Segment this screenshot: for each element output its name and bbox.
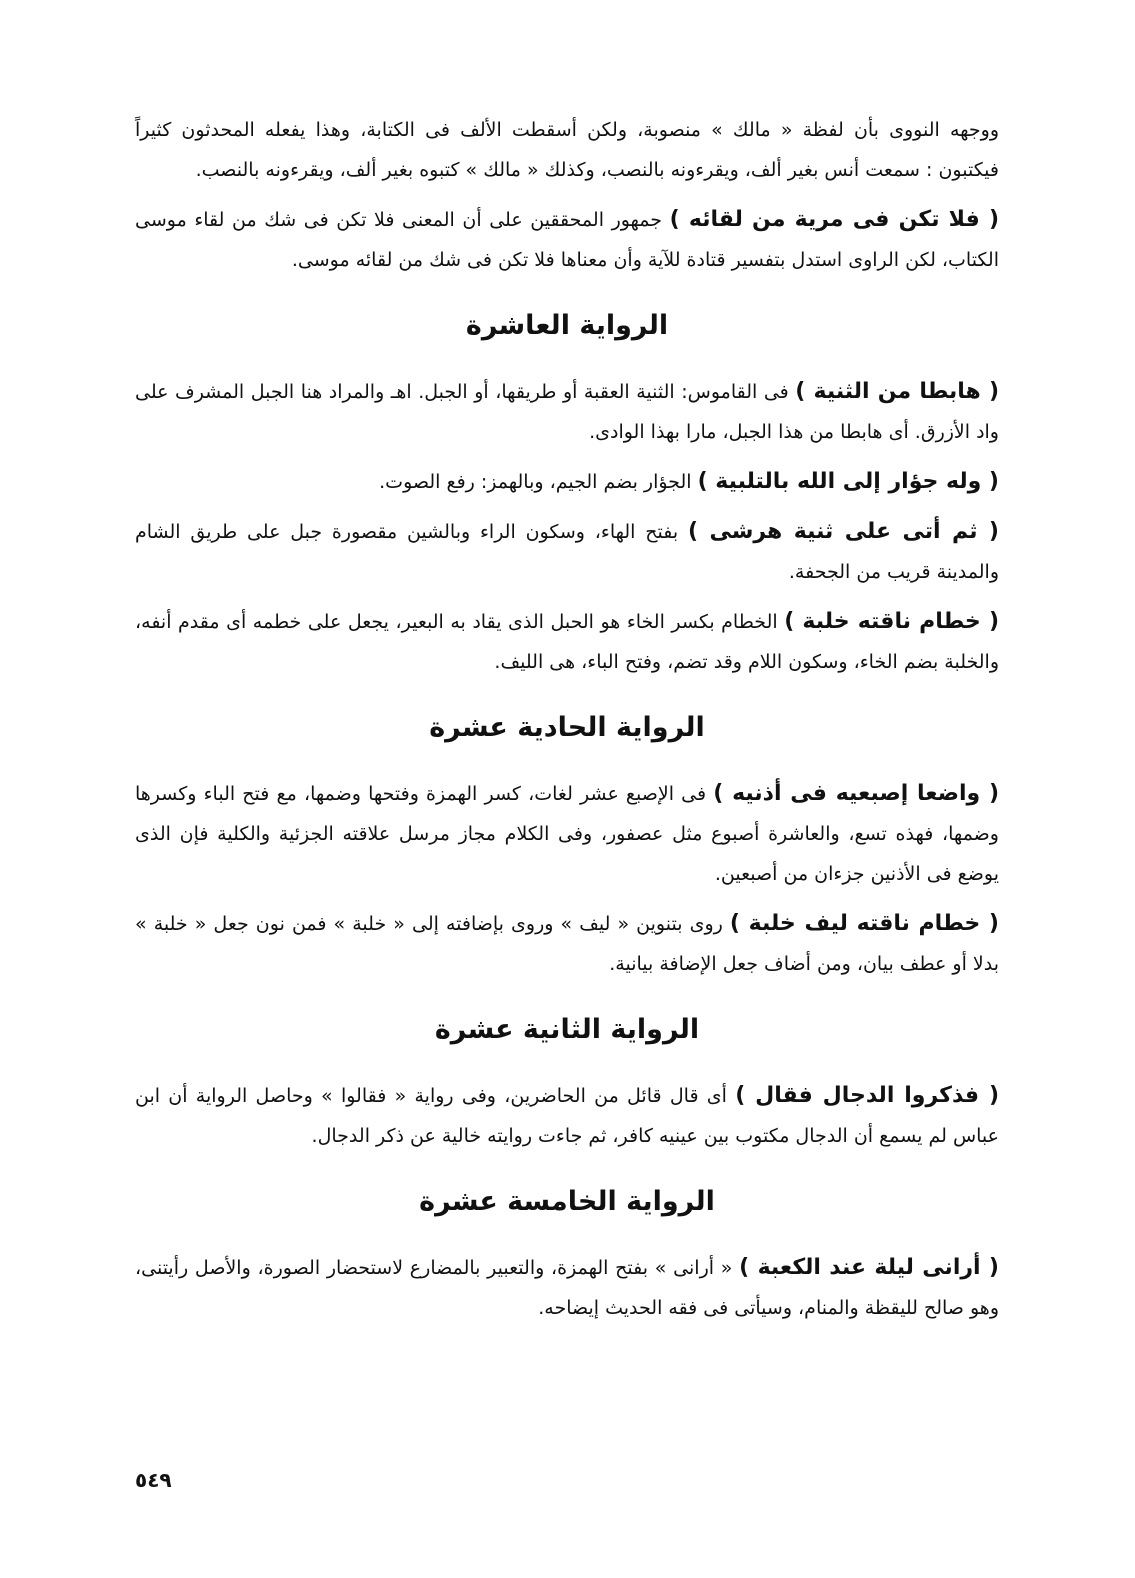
paragraph bbox=[135, 372, 999, 452]
paragraph-text: « أرانى » بفتح الهمزة، والتعبير بالمضارع لاستحضار الصورة، والأصل رأيتنى، وهو صالح لليقظة والمنام، وسيأتى فى فقه الحديث إيضاحه. bbox=[135, 1257, 999, 1319]
paragraph-text: جمهور المحققين على أن المعنى فلا تكن فى شك من لقاء موسى الكتاب، لكن الراوى استدل بتفسير قتادة للآية وأن معناها فلا تكن فى شك من لقائه موسى. bbox=[135, 209, 999, 271]
lemma: ( ثم أتى على ثنية هرشى ) bbox=[687, 519, 999, 544]
lemma: ( فلا تكن فى مرية من لقائه ) bbox=[669, 207, 1000, 232]
lemma: ( هابطا من الثنية ) bbox=[795, 379, 999, 404]
paragraph-text: الجؤار بضم الجيم، وبالهمز: رفع الصوت. bbox=[379, 471, 698, 493]
paragraph bbox=[135, 110, 999, 190]
paragraph bbox=[135, 462, 999, 502]
paragraph-text: روى بتنوين « ليف » وروى بإضافته إلى « خلبة » فمن نون جعل « خلبة » بدلا أو عطف بيان، ومن أضاف جعل الإضافة بيانية. bbox=[135, 913, 999, 975]
paragraph-text: فى الإصبع عشر لغات، كسر الهمزة وفتحها وضمها، مع فتح الباء وكسرها وضمها، فهذه تسع، والعاشرة أصبوع مثل عصفور، وفى الكلام مجاز مرسل علاقته الجزئية والكلية فإن الذى يوضع فى الأذنين جزءان من أصبعين. bbox=[135, 783, 999, 885]
lemma: ( فذكروا الدجال فقال ) bbox=[735, 1083, 1000, 1108]
paragraph-text: بفتح الهاء، وسكون الراء وبالشين مقصورة جبل على طريق الشام والمدينة قريب من الجحفة. bbox=[135, 521, 999, 583]
paragraph-text: ووجهه النووى بأن لفظة « مالك » منصوبة، ولكن أسقطت الألف فى الكتابة، وهذا يفعله المحدثون كثيراً فيكتبون : سمعت أنس بغير ألف، ويقرءونه بالنصب، وكذلك « مالك » كتبوه بغير ألف، ويقرءونه بالنصب. bbox=[135, 119, 999, 181]
lemma: ( خطام ناقته ليف خلبة ) bbox=[729, 911, 999, 936]
lemma: ( وله جؤار إلى الله بالتلبية ) bbox=[697, 469, 999, 494]
paragraph bbox=[135, 1248, 999, 1328]
lemma: ( خطام ناقته خلبة ) bbox=[784, 609, 999, 634]
paragraph-text: فى القاموس: الثنية العقبة أو طريقها، أو الجبل. اهـ والمراد هنا الجبل المشرف على واد الأزرق. أى هابطا من هذا الجبل، مارا بهذا الوادى. bbox=[135, 381, 999, 443]
paragraph bbox=[135, 512, 999, 592]
paragraph bbox=[135, 1076, 999, 1156]
page-number: ٥٤٩ bbox=[135, 1468, 172, 1492]
lemma: ( أرانى ليلة عند الكعبة ) bbox=[739, 1255, 999, 1280]
paragraph bbox=[135, 602, 999, 682]
page-body bbox=[135, 110, 999, 1328]
section-heading: الرواية العاشرة bbox=[465, 310, 669, 341]
lemma: ( واضعا إصبعيه فى أذنيه ) bbox=[713, 781, 999, 806]
paragraph-text: أى قال قائل من الحاضرين، وفى رواية « فقالوا » وحاصل الرواية أن ابن عباس لم يسمع أن الدجال مكتوب بين عينيه كافر، ثم جاءت روايته خالية عن ذكر الدجال. bbox=[135, 1085, 999, 1147]
paragraph bbox=[135, 200, 999, 280]
paragraph bbox=[135, 904, 999, 984]
section-heading: الرواية الحادية عشرة bbox=[429, 712, 705, 743]
paragraph bbox=[135, 774, 999, 894]
paragraph-text: الخطام بكسر الخاء هو الحبل الذى يقاد به البعير، يجعل على خطمه أى مقدم أنفه، والخلبة بضم الخاء، وسكون اللام وقد تضم، وفتح الباء، هى الليف. bbox=[135, 611, 999, 673]
section-heading: الرواية الثانية عشرة bbox=[434, 1014, 700, 1045]
section-heading: الرواية الخامسة عشرة bbox=[419, 1186, 715, 1217]
